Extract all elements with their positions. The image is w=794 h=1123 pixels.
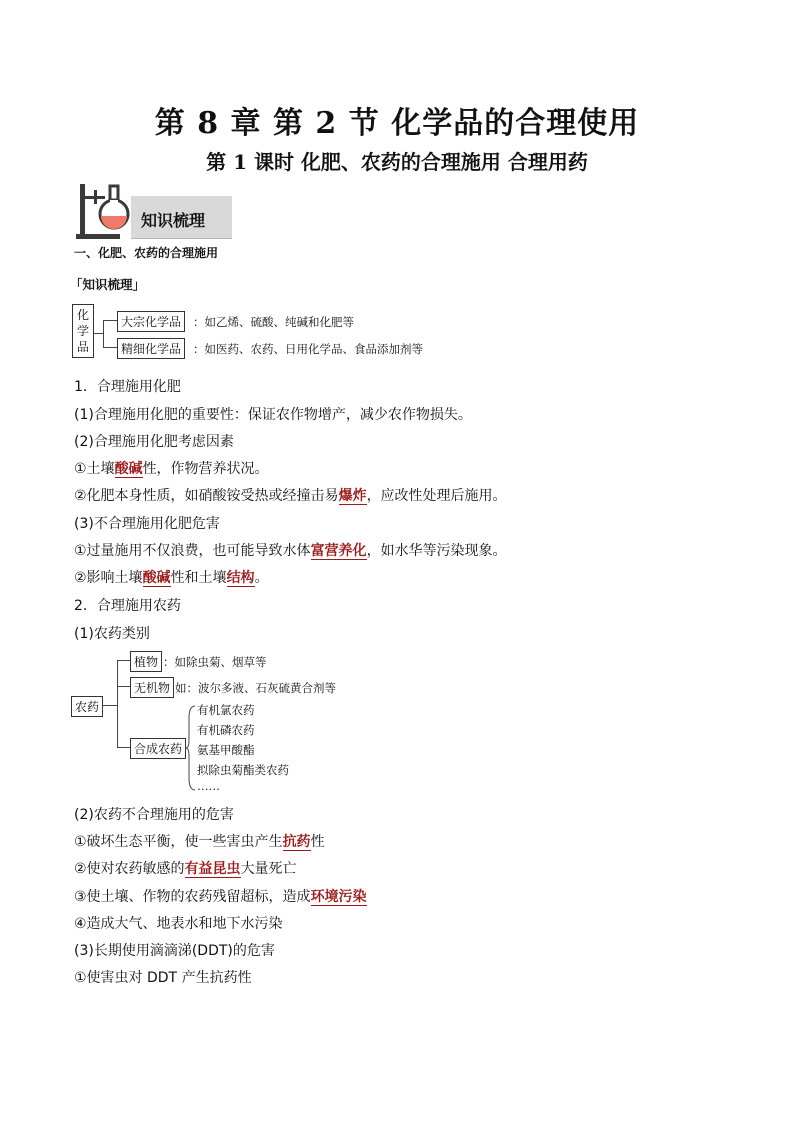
bracket-heading: 「知识梳理」 [70,277,146,292]
inorganic-pesticide-box: 无机物 [130,677,174,698]
chem-root-box [72,304,94,358]
chem-root-char: 品 [76,340,89,354]
plant-pesticide-box: 植物 [130,651,162,672]
fine-chem-box: 精细化学品 [117,338,185,359]
pest-p3: ①破坏生态平衡，使一些害虫产生抗药性 [74,834,325,850]
fine-chem-desc: ：如医药、农药、日用化学品、食品添加剂等 [193,342,423,356]
fert-p3: ①土壤酸碱性，作物营养状况。 [74,461,269,477]
fert-p5: (3)不合理施用化肥危害 [74,516,220,532]
synthetic-item: 有机磷农药 [197,723,255,737]
pest-p5: ③使土壤、作物的农药残留超标，造成环境污染 [74,889,367,905]
synthetic-brace [186,704,196,792]
synthetic-pesticide-box: 合成农药 [130,738,186,759]
fert-heading: 1．合理施用化肥 [74,379,181,395]
synthetic-item: 拟除虫菊酯类农药 [197,763,289,777]
answer-text: 爆炸 [338,488,367,504]
bulk-chem-box: 大宗化学品 [117,311,185,332]
chem-root-char: 化 [76,308,89,322]
section-banner [131,196,232,239]
answer-text: 有益昆虫 [184,861,241,877]
pest-heading: 2．合理施用农药 [74,598,181,614]
fert-p6: ①过量施用不仅浪费，也可能导致水体富营养化，如水华等污染现象。 [74,543,507,559]
inorganic-pesticide-desc: 如：波尔多液、石灰硫黄合剂等 [175,681,336,695]
answer-text: 结构 [226,570,255,586]
pest-p7: (3)长期使用滴滴涕(DDT)的危害 [74,943,275,959]
answer-text: 环境污染 [310,889,367,905]
answer-text: 酸碱 [142,570,171,586]
answer-text: 抗药 [282,834,311,850]
section-heading: 一、化肥、农药的合理施用 [74,246,219,260]
chem-root-char: 学 [76,324,89,338]
pest-p2: (2)农药不合理施用的危害 [74,807,234,823]
page-subtitle: 第 1 课时 化肥、农药的合理施用 合理用药 [206,150,588,174]
answer-text: 酸碱 [114,461,143,477]
synthetic-item: …… [197,779,220,793]
lab-flask-icon [74,180,134,242]
synthetic-item: 氨基甲酸酯 [197,743,255,757]
plant-pesticide-desc: ：如除虫菊、烟草等 [163,655,267,669]
fert-p1: (1)合理施用化肥的重要性：保证农作物增产，减少农作物损失。 [74,407,472,423]
answer-text: 富营养化 [310,543,367,559]
fert-p7: ②影响土壤酸碱性和土壤结构。 [74,570,269,586]
synthetic-item: 有机氯农药 [197,703,255,717]
pest-p1: (1)农药类别 [74,626,150,642]
bulk-chem-desc: ：如乙烯、硫酸、纯碱和化肥等 [193,315,354,329]
pesticide-root-box: 农药 [71,696,103,717]
banner-label: 知识梳理 [141,211,206,230]
pest-p8: ①使害虫对 DDT 产生抗药性 [74,970,252,986]
fert-p2: (2)合理施用化肥考虑因素 [74,434,234,450]
pest-p6: ④造成大气、地表水和地下水污染 [74,916,283,932]
page-title: 第 8 章 第 2 节 化学品的合理使用 [154,106,640,141]
pest-p4: ②使对农药敏感的有益昆虫大量死亡 [74,861,297,877]
fert-p4: ②化肥本身性质，如硝酸铵受热或经撞击易爆炸，应改性处理后施用。 [74,488,507,504]
